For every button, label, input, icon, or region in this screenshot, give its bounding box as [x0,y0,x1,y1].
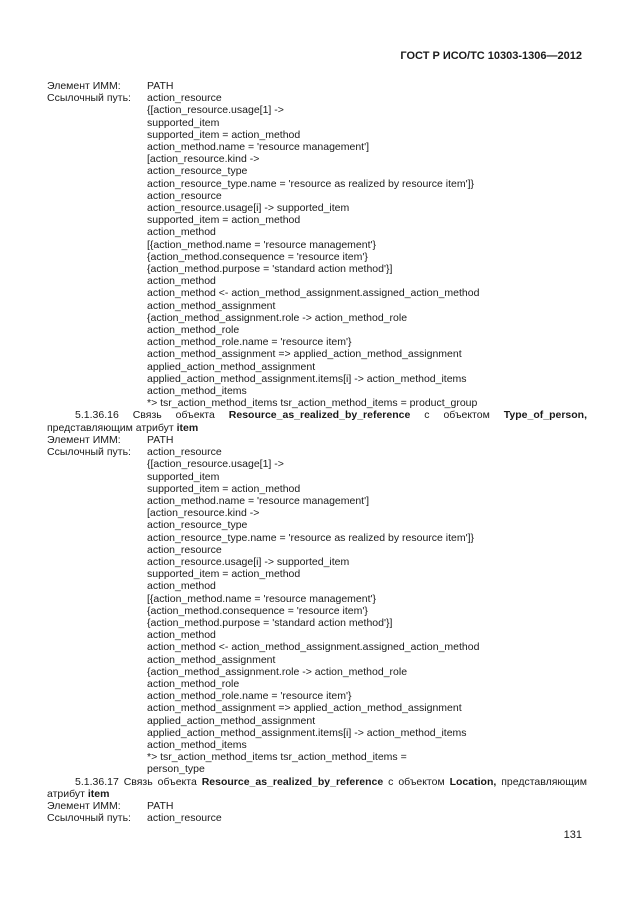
path-line: {[action_resource.usage[1] -> [147,104,284,117]
path-line: action_resource [147,446,222,459]
element-label: Элемент ИММ: [47,433,121,446]
clause-attribute: item [87,787,110,800]
path-line: supported_item = action_method [147,568,301,581]
path-line: {action_method_assignment.role -> action_method_role [147,311,408,324]
path-line: applied_action_method_assignment.items[i] -> action_method_items [147,372,467,385]
path-line: action_method.name = 'resource management'] [147,494,370,507]
ref-path-label: Ссылочный путь: [47,446,131,459]
path-line: action_method [147,226,216,239]
document-content [47,80,587,824]
clause-text: 5.1.36.16 Связь объекта [75,409,229,422]
path-line: action_method.name = 'resource management'] [147,141,370,154]
path-line: person_type [147,763,205,776]
path-line: action_method [147,580,216,593]
clause-target: Type_of_person, [503,409,587,422]
path-line: action_method_role.name = 'resource item'} [147,336,352,349]
path-line: action_method [147,629,216,642]
path-line: action_method <- action_method_assignment.assigned_action_method [147,641,480,654]
ref-path-row-1 [47,92,587,409]
clause-text: с объектом [383,775,450,788]
ref-path-row-3 [47,812,587,824]
path-line: action_method_assignment [147,299,276,312]
path-line: [{action_method.name = 'resource management'} [147,592,377,605]
path-line: action_resource [147,543,222,556]
clause-text: представляющим атрибут [47,775,587,800]
path-line: applied_action_method_assignment [147,714,316,727]
path-line: action_method_items [147,385,247,398]
path-line: [action_resource.kind -> [147,153,260,166]
clause-5-1-36-16 [47,409,587,433]
path-line: applied_action_method_assignment [147,360,316,373]
element-value: PATH [147,80,174,92]
ref-path-row-2 [47,446,587,775]
path-line: action_resource_type.name = 'resource as realized by resource item']} [147,531,475,544]
path-line: {action_method.consequence = 'resource item'} [147,604,368,617]
clause-target: Location, [449,775,497,788]
path-line: {[action_resource.usage[1] -> [147,458,284,471]
element-label: Элемент ИММ: [47,80,121,92]
document-header: ГОСТ Р ИСО/ТС 10303-1306—2012 [400,50,582,62]
page-number: 131 [563,829,582,841]
clause-attribute: item [176,421,199,434]
clause-text: 5.1.36.17 Связь объекта [75,775,202,788]
path-line: {action_method_assignment.role -> action_method_role [147,665,408,678]
path-line: {action_method.purpose = 'standard action method'}] [147,263,393,276]
element-value: PATH [147,799,174,812]
path-line: [{action_method.name = 'resource management'} [147,238,377,251]
path-line: {action_method.consequence = 'resource item'} [147,250,368,263]
path-line: action_resource [147,189,222,202]
path-line: action_resource [147,92,222,105]
element-label: Элемент ИММ: [47,799,121,812]
path-line: supported_item [147,470,220,483]
path-line: action_method [147,275,216,288]
clause-entity: Resource_as_realized_by_reference [228,409,411,422]
path-lines-3 [147,812,587,824]
ref-path-label: Ссылочный путь: [47,812,131,825]
element-row-1 [47,80,587,92]
path-line: action_resource_type.name = 'resource as realized by resource item']} [147,177,475,190]
path-line: action_method_role [147,677,240,690]
path-line: supported_item = action_method [147,214,301,227]
path-line: applied_action_method_assignment.items[i] -> action_method_items [147,726,467,739]
path-line: action_resource.usage[i] -> supported_item [147,202,350,215]
path-line: action_resource_type [147,519,248,532]
path-line: [action_resource.kind -> [147,507,260,520]
clause-text: с объектом [410,409,504,422]
clause-text: представляющим атрибут [47,421,177,434]
path-lines-2 [147,446,587,775]
path-line: action_resource_type [147,165,248,178]
path-line: action_method_assignment => applied_action_method_assignment [147,702,462,715]
path-line: action_method_assignment [147,653,276,666]
clause-5-1-36-17 [47,776,587,800]
path-line: *> tsr_action_method_items tsr_action_method_items = [147,751,407,764]
path-line: supported_item = action_method [147,128,301,141]
path-line: action_method_role [147,324,240,337]
path-line: action_resource [147,812,222,825]
clause-entity: Resource_as_realized_by_reference [201,775,384,788]
path-line: action_resource.usage[i] -> supported_item [147,555,350,568]
path-line: action_method_items [147,738,247,751]
path-line: {action_method.purpose = 'standard action method'}] [147,616,393,629]
path-line: supported_item [147,116,220,129]
path-line: action_method_role.name = 'resource item'} [147,690,352,703]
path-line: action_method_assignment => applied_action_method_assignment [147,348,462,361]
ref-path-label: Ссылочный путь: [47,92,131,105]
element-row-2 [47,434,587,446]
path-line: *> tsr_action_method_items tsr_action_method_items = product_group [147,397,478,410]
path-line: action_method <- action_method_assignment.assigned_action_method [147,287,480,300]
element-row-3 [47,800,587,812]
element-value: PATH [147,433,174,446]
path-lines-1 [147,92,587,409]
path-line: supported_item = action_method [147,482,301,495]
